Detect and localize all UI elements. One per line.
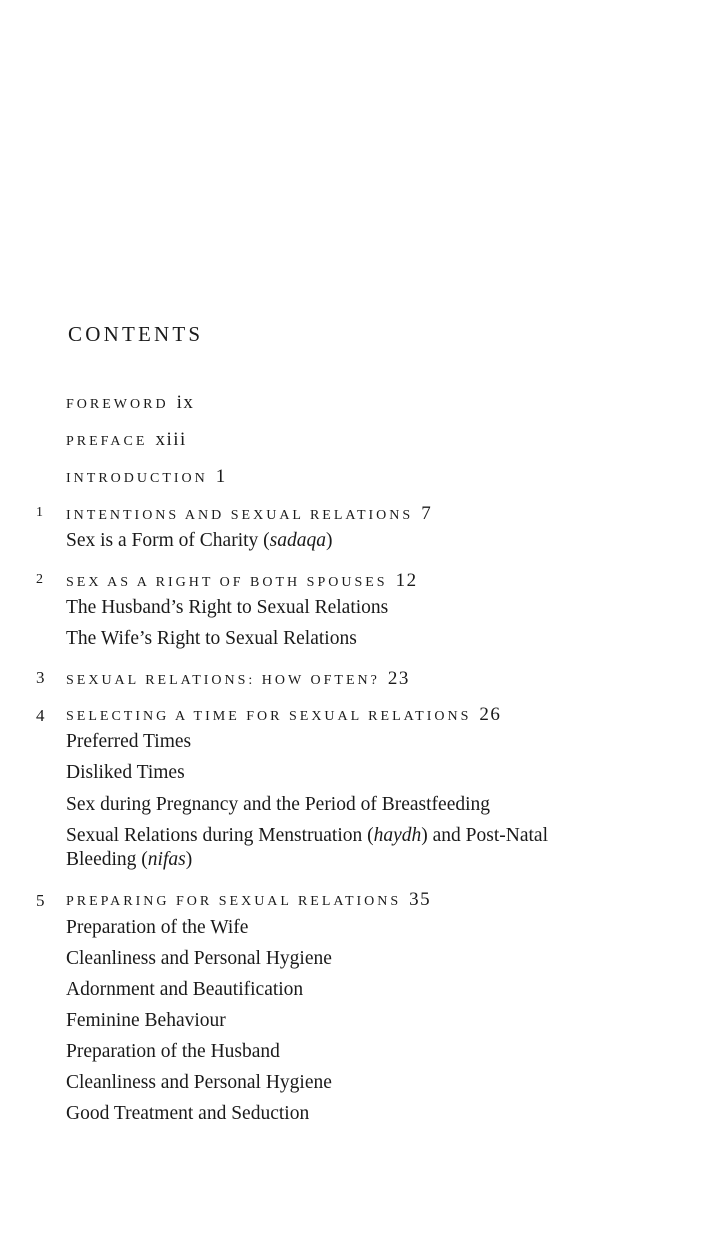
chapter-number: 5 (36, 891, 45, 910)
chapter-page: 23 (387, 668, 410, 689)
chapter-page: 26 (479, 704, 502, 725)
section-entry: Sexual Relations during Menstruation (haydh) and Post-Natal (66, 825, 549, 846)
chapter-number: 2 (36, 572, 43, 587)
entry-title: FOREWORD (66, 397, 169, 412)
chapter-5-entry (66, 889, 431, 911)
chapter-title: SEX AS A RIGHT OF BOTH SPOUSES (66, 575, 388, 590)
chapter-2-entry (66, 570, 418, 592)
chapter-page: 12 (395, 570, 418, 591)
toc-entry-introduction (66, 466, 227, 488)
section-entry: Sex during Pregnancy and the Period of Breastfeeding (66, 794, 491, 815)
section-entry: Preparation of the Wife (66, 917, 249, 938)
contents-heading: CONTENTS (68, 322, 204, 346)
chapter-title: SELECTING A TIME FOR SEXUAL RELATIONS (66, 709, 472, 724)
entry-title: PREFACE (66, 434, 148, 449)
chapter-title: SEXUAL RELATIONS: HOW OFTEN? (66, 673, 380, 688)
chapter-number: 3 (36, 668, 45, 687)
entry-page: 1 (215, 466, 227, 487)
entry-page: ix (176, 392, 195, 413)
section-entry: Disliked Times (66, 762, 185, 783)
section-entry: Cleanliness and Personal Hygiene (66, 948, 332, 969)
toc-entry-preface (66, 429, 187, 451)
section-entry: Sex is a Form of Charity (sadaqa) (66, 530, 333, 551)
chapter-3-entry (66, 668, 410, 690)
section-entry: Cleanliness and Personal Hygiene (66, 1072, 332, 1093)
chapter-page: 7 (421, 503, 433, 524)
chapter-1-entry (66, 503, 432, 525)
section-entry: Preparation of the Husband (66, 1041, 280, 1062)
section-entry: The Wife’s Right to Sexual Relations (66, 628, 357, 649)
chapter-title: PREPARING FOR SEXUAL RELATIONS (66, 894, 402, 909)
section-entry: Feminine Behaviour (66, 1010, 226, 1031)
chapter-page: 35 (409, 889, 432, 910)
toc-entry-foreword (66, 392, 194, 414)
chapter-number: 1 (36, 505, 43, 520)
section-entry: The Husband’s Right to Sexual Relations (66, 597, 389, 618)
section-entry: Preferred Times (66, 731, 192, 752)
section-entry: Bleeding (nifas) (66, 849, 193, 870)
chapter-title: INTENTIONS AND SEXUAL RELATIONS (66, 508, 414, 523)
section-entry: Adornment and Beautification (66, 979, 304, 1000)
entry-page: xiii (155, 429, 187, 450)
section-entry: Good Treatment and Seduction (66, 1103, 310, 1124)
chapter-number: 4 (36, 706, 45, 725)
chapter-4-entry (66, 704, 501, 726)
entry-title: INTRODUCTION (66, 471, 208, 486)
